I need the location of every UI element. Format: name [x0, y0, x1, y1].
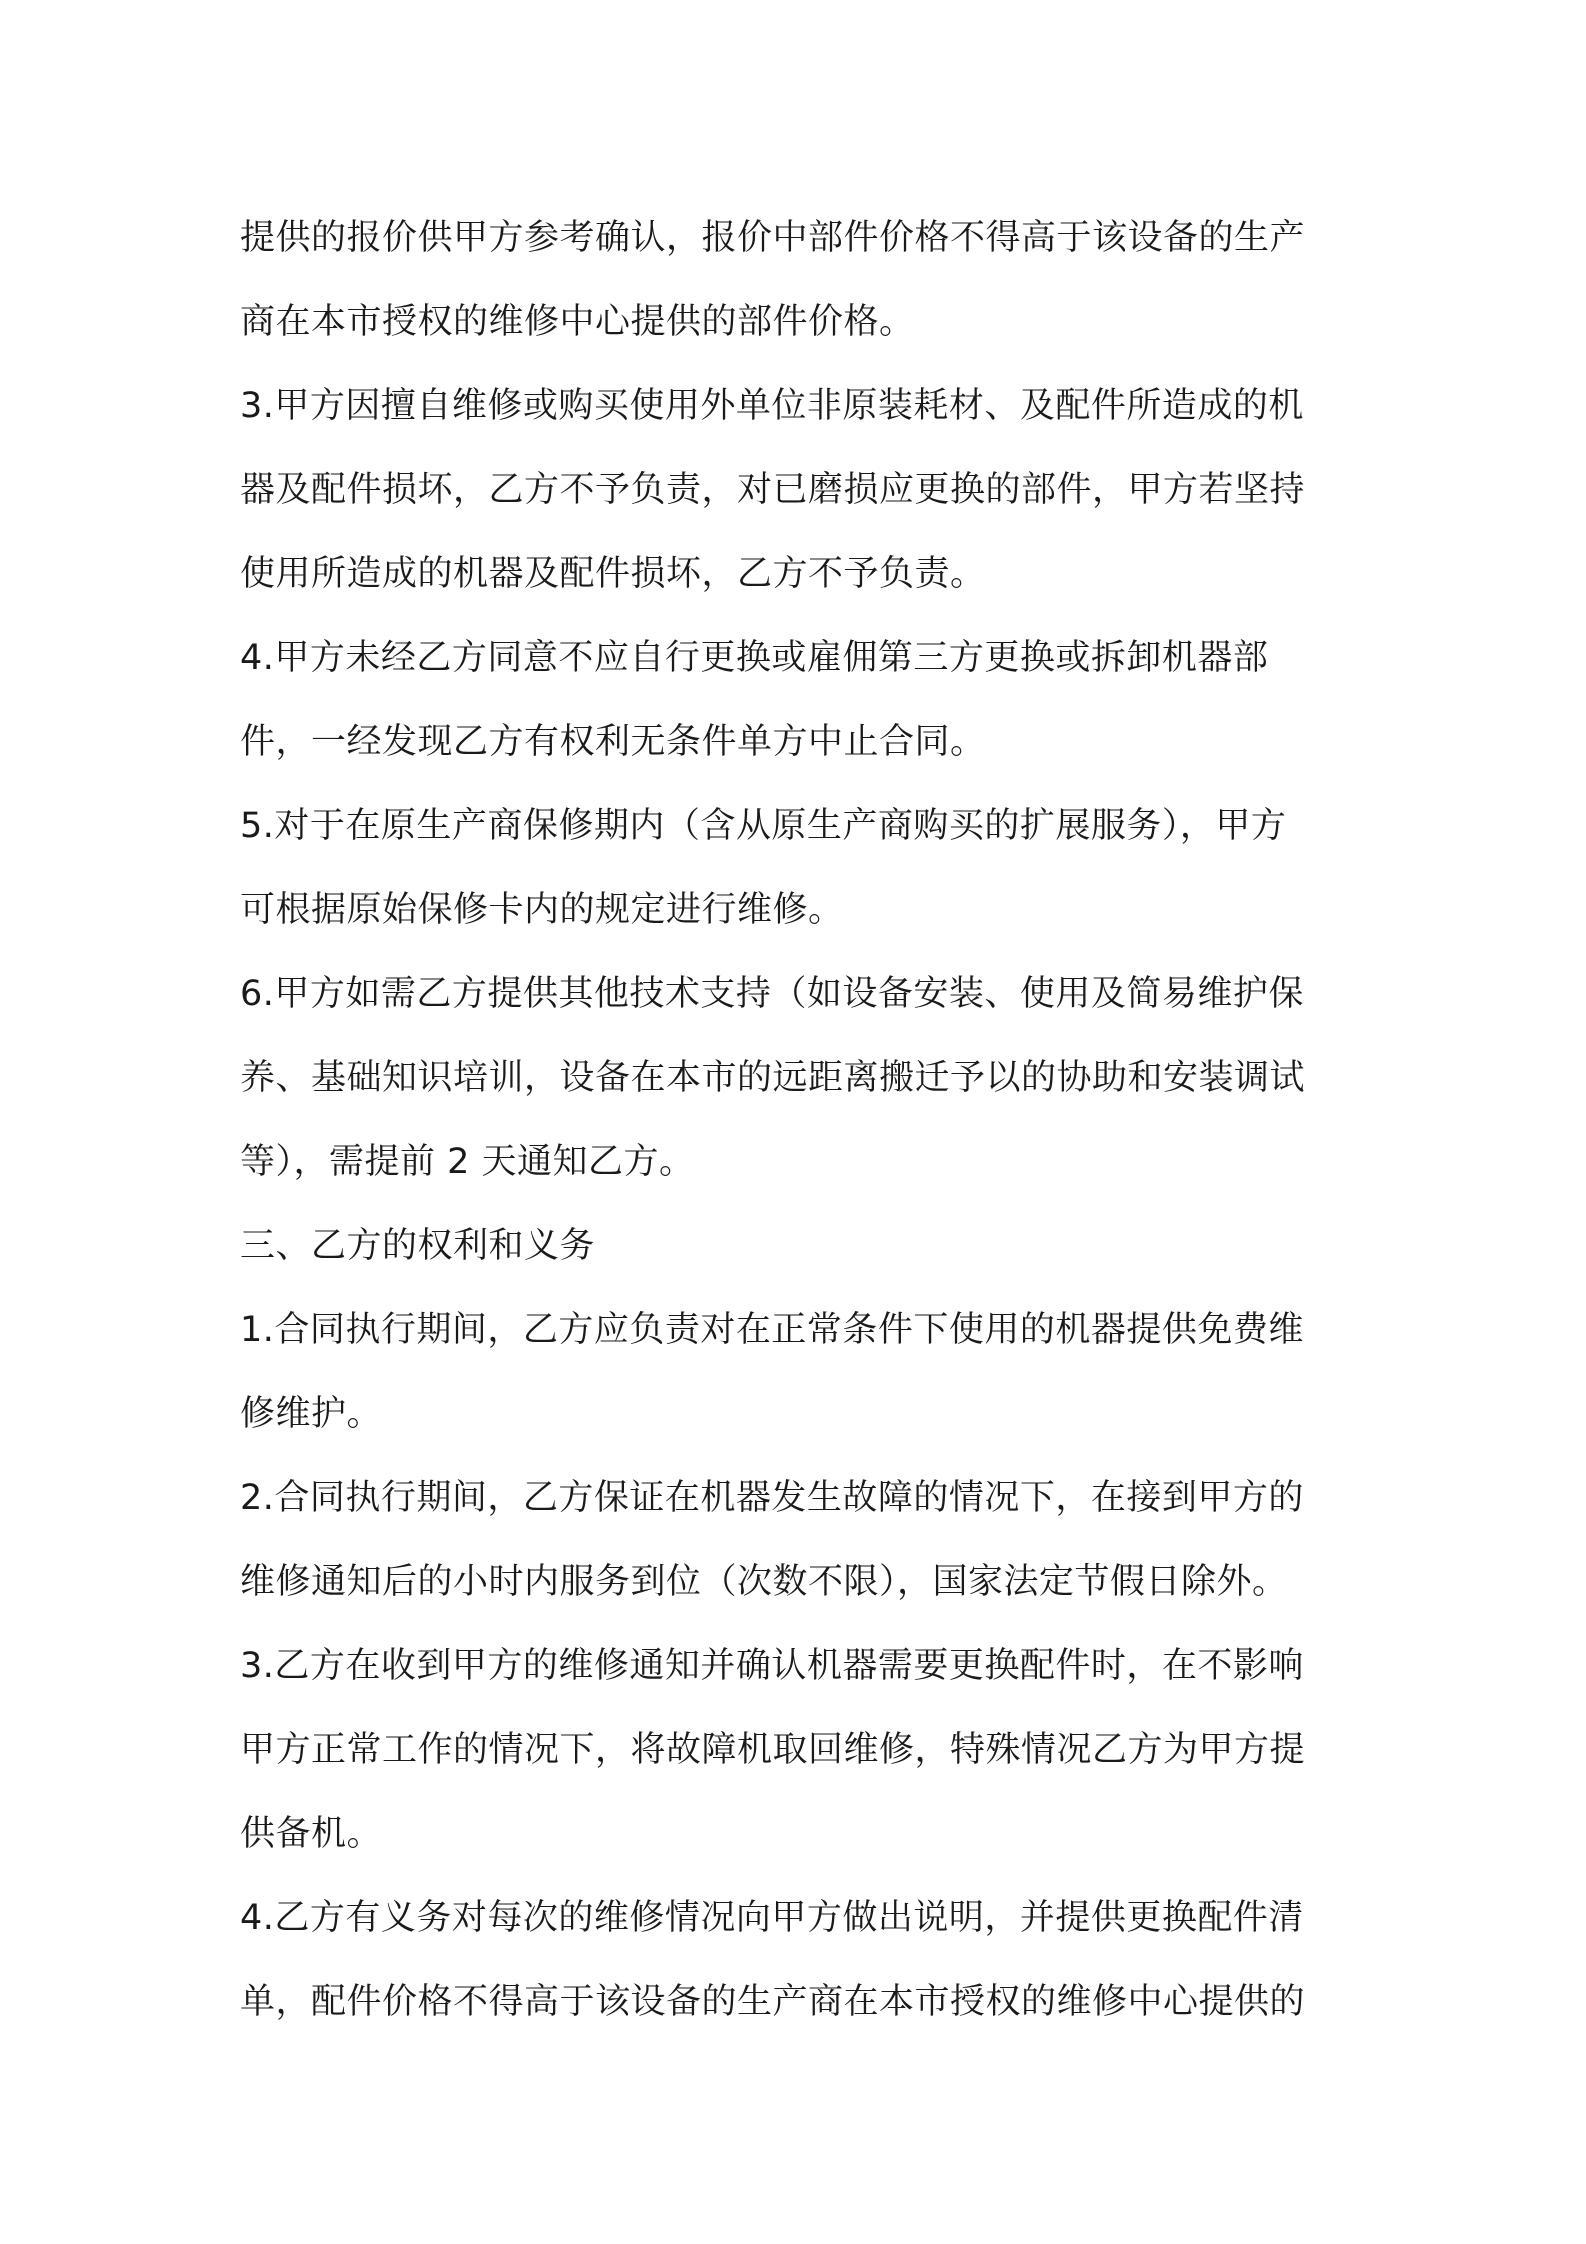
paragraph-line: 4.甲方未经乙方同意不应自行更换或雇佣第三方更换或拆卸机器部 — [240, 638, 1269, 678]
paragraph-line: 3.甲方因擅自维修或购买使用外单位非原装耗材、及配件所造成的机 — [240, 386, 1304, 426]
paragraph-line: 单，配件价格不得高于该设备的生产商在本市授权的维修中心提供的 — [240, 1982, 1306, 2022]
paragraph-line: 甲方正常工作的情况下，将故障机取回维修，特殊情况乙方为甲方提 — [240, 1730, 1306, 1770]
paragraph-line: 提供的报价供甲方参考确认，报价中部件价格不得高于该设备的生产 — [240, 218, 1306, 258]
paragraph-line: 修维护。 — [240, 1394, 383, 1434]
paragraph-line: 供备机。 — [240, 1814, 383, 1854]
paragraph-line: 2.合同执行期间，乙方保证在机器发生故障的情况下，在接到甲方的 — [240, 1478, 1304, 1518]
paragraph-line: 养、基础知识培训，设备在本市的远距离搬迁予以的协助和安装调试 — [240, 1058, 1306, 1098]
paragraph-line: 维修通知后的小时内服务到位（次数不限），国家法定节假日除外。 — [240, 1562, 1288, 1602]
section-heading: 三、乙方的权利和义务 — [240, 1226, 596, 1266]
paragraph-line: 等），需提前 2 天通知乙方。 — [240, 1142, 695, 1182]
document-body — [240, 196, 1360, 2044]
paragraph-line: 商在本市授权的维修中心提供的部件价格。 — [240, 302, 915, 342]
paragraph-line: 4.乙方有义务对每次的维修情况向甲方做出说明，并提供更换配件清 — [240, 1898, 1304, 1938]
paragraph-line: 3.乙方在收到甲方的维修通知并确认机器需要更换配件时，在不影响 — [240, 1646, 1304, 1686]
paragraph-line: 可根据原始保修卡内的规定进行维修。 — [240, 890, 844, 930]
paragraph-line: 件，一经发现乙方有权利无条件单方中止合同。 — [240, 722, 986, 762]
paragraph-line: 5.对于在原生产商保修期内（含从原生产商购买的扩展服务），甲方 — [240, 806, 1287, 846]
paragraph-line: 1.合同执行期间，乙方应负责对在正常条件下使用的机器提供免费维 — [240, 1310, 1304, 1350]
paragraph-line: 器及配件损坏，乙方不予负责，对已磨损应更换的部件，甲方若坚持 — [240, 470, 1306, 510]
paragraph-line: 6.甲方如需乙方提供其他技术支持（如设备安装、使用及简易维护保 — [240, 974, 1304, 1014]
paragraph-line: 使用所造成的机器及配件损坏，乙方不予负责。 — [240, 554, 986, 594]
